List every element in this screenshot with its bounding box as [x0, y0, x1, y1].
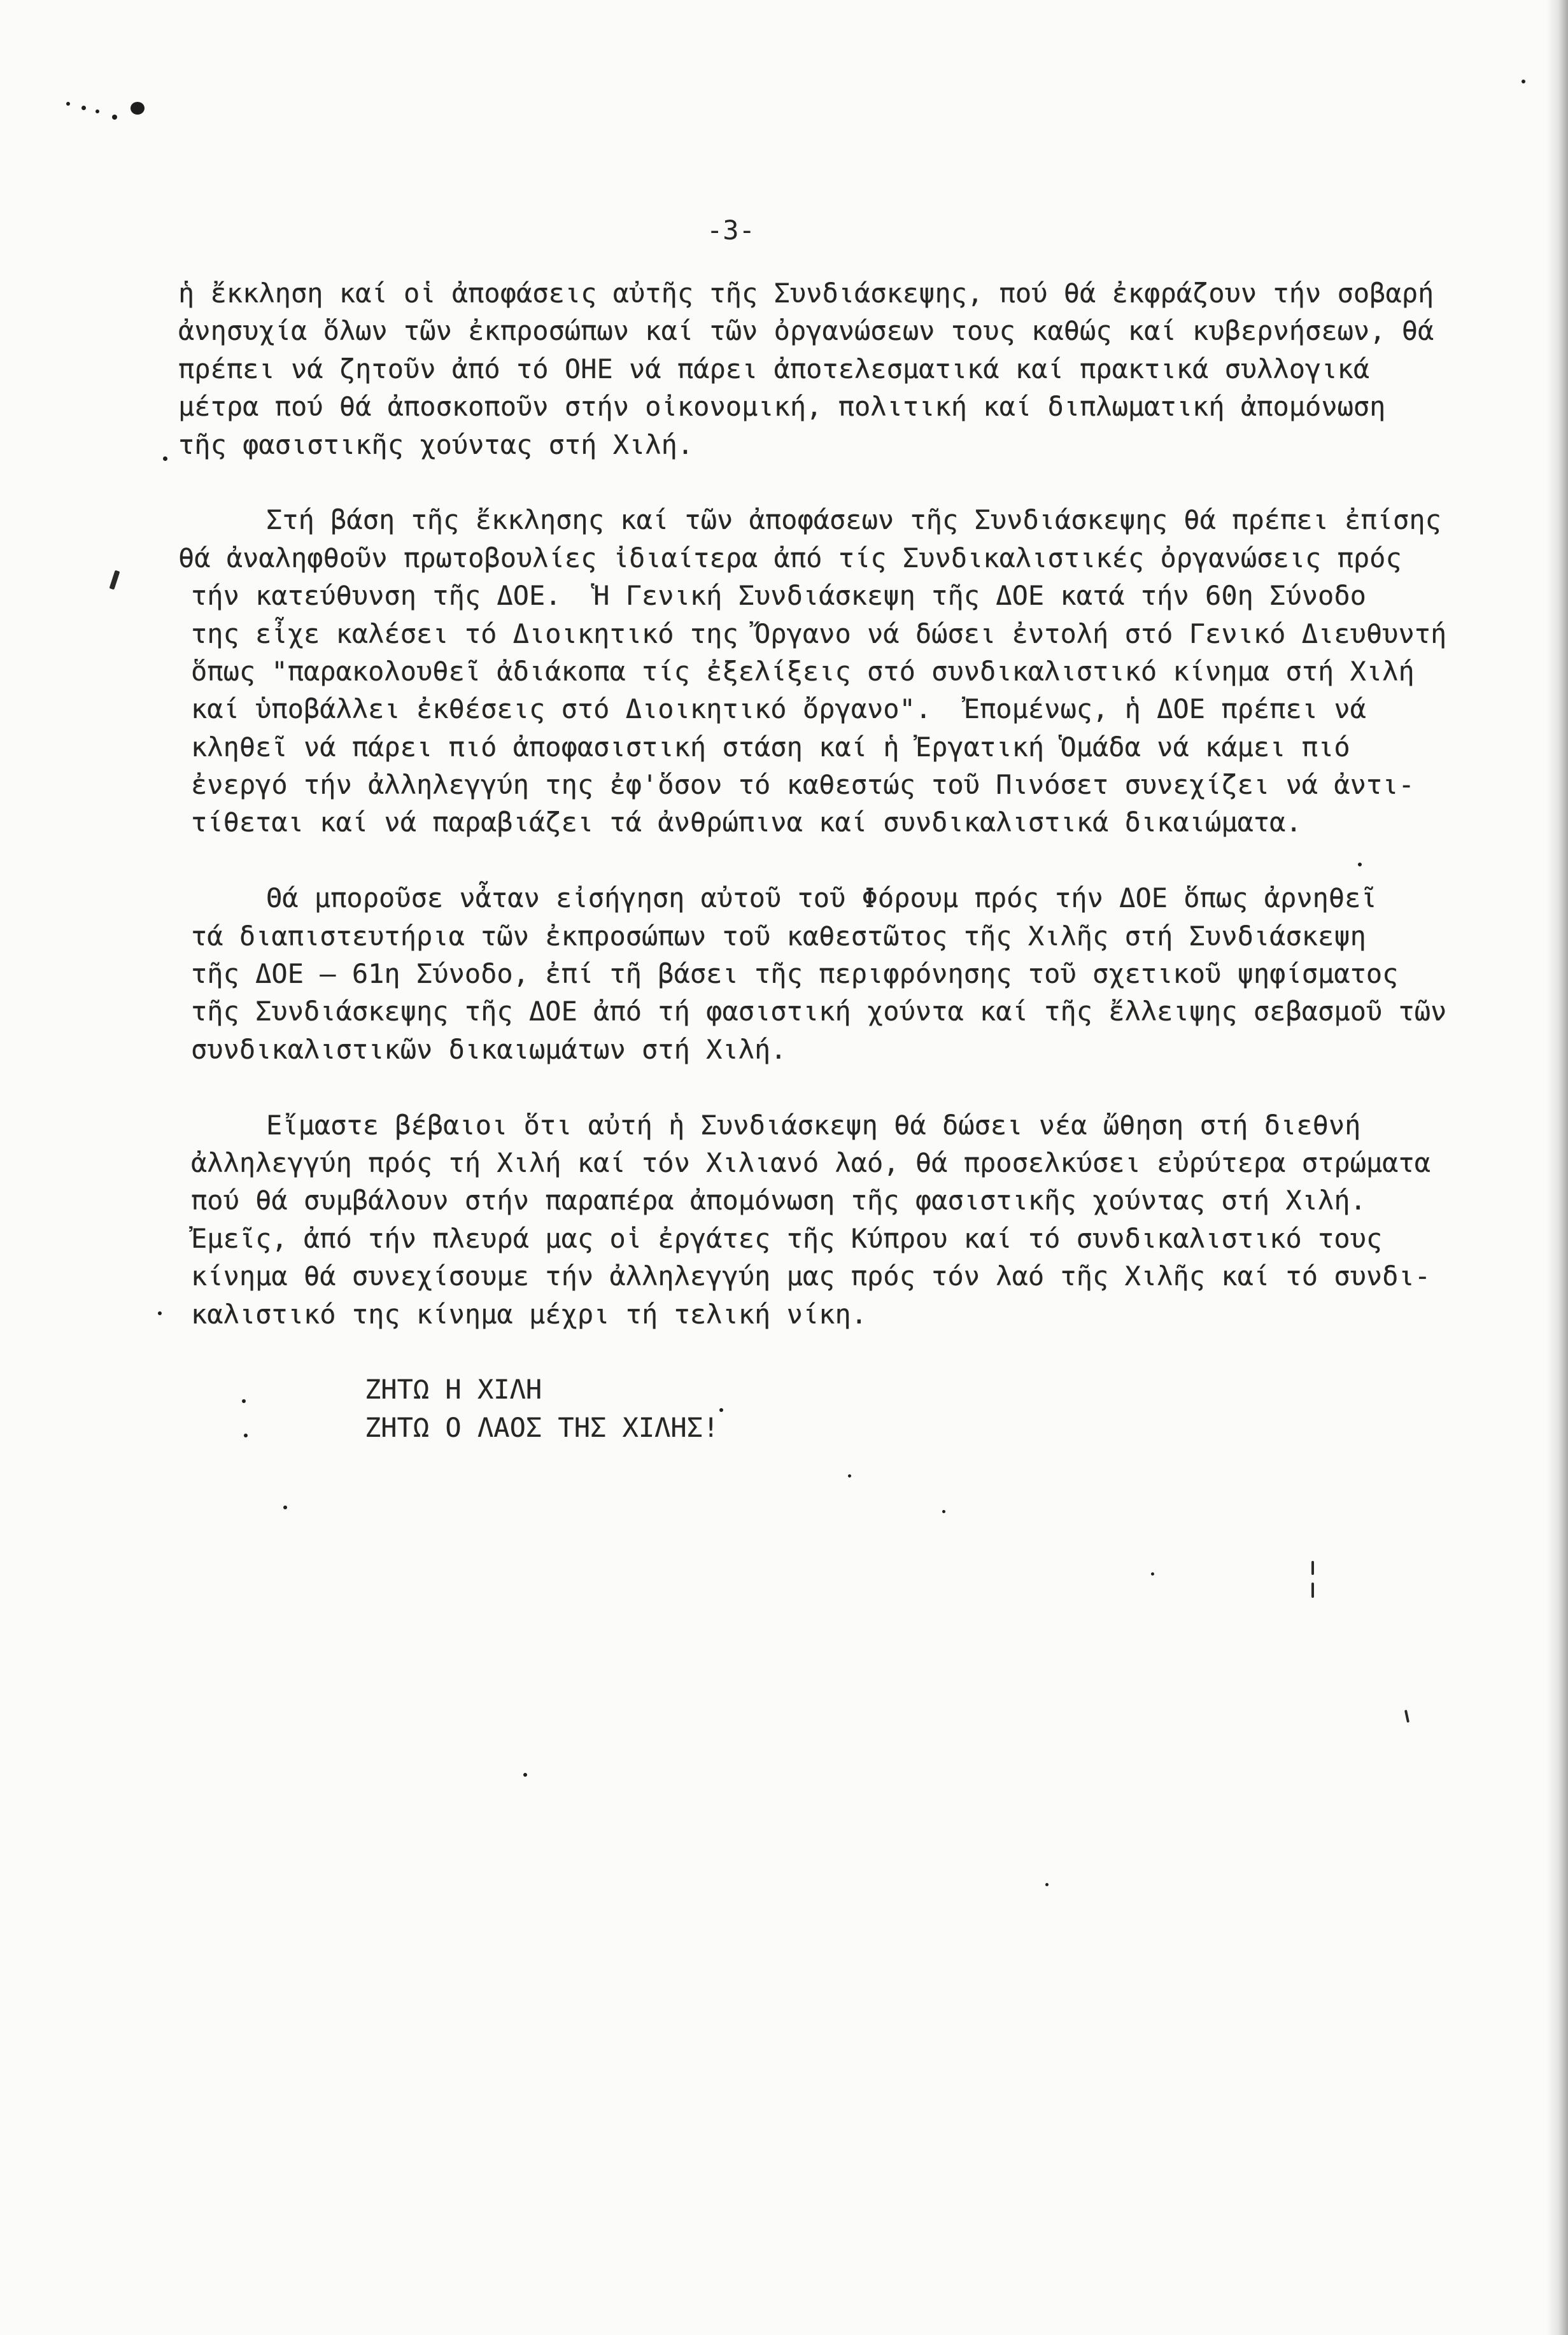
scan-speck — [66, 102, 70, 106]
text-line: ὅπως "παρακολουθεῖ ἀδιάκοπα τίς ἐξελίξεις στό συνδικαλιστικό κίνημα στή Χιλή — [191, 655, 1415, 687]
document-body — [0, 274, 1568, 1446]
text-line: ἀνησυχία ὅλων τῶν ἐκπροσώπων καί τῶν ὀργανώσεων τους καθώς καί κυβερνήσεων, θά — [178, 315, 1434, 347]
text-line: κίνημα θά συνεχίσουμε τήν ἀλληλεγγύη μας πρός τόν λαό τῆς Χιλῆς καί τό συνδι- — [191, 1260, 1431, 1292]
text-line: κληθεῖ νά πάρει πιό ἀποφασιστική στάση καί ἡ Ἐργατική Ὁμάδα νά κάμει πιό — [191, 731, 1350, 763]
text-line: ἡ ἔκκληση καί οἱ ἀποφάσεις αὐτῆς τῆς Συνδιάσκεψης, πού θά ἐκφράζουν τήν σοβαρή — [178, 278, 1434, 309]
paragraph-3 — [0, 879, 1568, 1068]
text-line: ἐνεργό τήν ἀλληλεγγύη της ἐφ'ὅσον τό καθεστώς τοῦ Πινόσετ συνεχίζει νά ἀντι- — [191, 769, 1415, 801]
scan-speck — [848, 1474, 851, 1478]
text-line: τῆς Συνδιάσκεψης τῆς ΔΟΕ ἀπό τή φασιστική χούντα καί τῆς ἔλλειψης σεβασμοῦ τῶν — [191, 996, 1447, 1027]
paragraph-gap — [0, 842, 1568, 879]
paragraph-2 — [0, 501, 1568, 842]
text-line: τῆς ΔΟΕ – 61η Σύνοδο, ἐπί τῆ βάσει τῆς περιφρόνησης τοῦ σχετικοῦ ψηφίσματος — [191, 958, 1399, 990]
text-line: της εἶχε καλέσει τό Διοικητικό της Ὄργανο νά δώσει ἐντολή στό Γενικό Διευθυντή — [191, 617, 1447, 649]
paragraph-4 — [0, 1106, 1568, 1333]
text-line: τήν κατεύθυνση τῆς ΔΟΕ. Ἡ Γενική Συνδιάσκεψη τῆς ΔΟΕ κατά τήν 60η Σύνοδο — [191, 580, 1366, 612]
text-line: Ἐμεῖς, ἀπό τήν πλευρά μας οἱ ἐργάτες τῆς Κύπρου καί τό συνδικαλιστικό τους — [191, 1222, 1383, 1254]
scan-speck — [523, 1773, 527, 1777]
text-line: πού θά συμβάλουν στήν παραπέρα ἀπομόνωση τῆς φασιστικῆς χούντας στή Χιλή. — [191, 1185, 1366, 1217]
text-line: καλιστικό της κίνημα μέχρι τή τελική νίκη. — [191, 1298, 868, 1330]
ink-blot — [131, 102, 145, 115]
slogan-line: ΖΗΤΩ Η ΧΙΛΗ — [365, 1374, 542, 1406]
text-line: τίθεται καί νά παραβιάζει τά ἀνθρώπινα καί συνδικαλιστικά δικαιώματα. — [191, 807, 1302, 838]
pen-mark — [1404, 1710, 1409, 1723]
scan-speck — [81, 106, 86, 110]
text-line: Στή βάση τῆς ἔκκλησης καί τῶν ἀποφάσεων τῆς Συνδιάσκεψης θά πρέπει ἐπίσης — [266, 504, 1441, 536]
text-line: ἀλληλεγγύη πρός τή Χιλή καί τόν Χιλιανό λαό, θά προσελκύσει εὐρύτερα στρώματα — [191, 1146, 1431, 1178]
pen-mark — [1311, 1583, 1314, 1598]
paragraph-gap — [0, 1068, 1568, 1106]
text-line: πρέπει νά ζητοῦν ἀπό τό ΟΗΕ νά πάρει ἀποτελεσματικά καί πρακτικά συλλογικά — [178, 353, 1370, 384]
text-line: θά ἀναληφθοῦν πρωτοβουλίες ἰδιαίτερα ἀπό τίς Συνδικαλιστικές ὀργανώσεις πρός — [178, 542, 1402, 574]
pen-mark — [1311, 1561, 1314, 1575]
text-line: συνδικαλιστικῶν δικαιωμάτων στή Χιλή. — [191, 1033, 787, 1065]
text-line: τά διαπιστευτήρια τῶν ἐκπροσώπων τοῦ καθεστῶτος τῆς Χιλῆς στή Συνδιάσκεψη — [191, 920, 1366, 952]
text-line: Θά μποροῦσε νἆταν εἰσήγηση αὐτοῦ τοῦ Φόρουμ πρός τήν ΔΟΕ ὅπως ἀρνηθεῖ — [266, 882, 1377, 914]
text-line: μέτρα πού θά ἀποσκοποῦν στήν οἰκονομική, πολιτική καί διπλωματική ἀπομόνωση — [178, 391, 1386, 423]
slogan-line: ΖΗΤΩ Ο ΛΑΟΣ ΤΗΣ ΧΙΛΗΣ! — [365, 1411, 719, 1443]
page-number: -3- — [707, 215, 755, 246]
text-line: τῆς φασιστικῆς χούντας στή Χιλή. — [178, 428, 694, 460]
paragraph-1 — [0, 274, 1568, 463]
closing-slogans — [0, 1371, 1568, 1446]
paragraph-gap — [0, 463, 1568, 501]
scan-speck — [942, 1510, 945, 1513]
scan-speck — [283, 1506, 287, 1509]
text-line: Εἴμαστε βέβαιοι ὅτι αὐτή ἡ Συνδιάσκεψη θά δώσει νέα ὤθηση στή διεθνή — [266, 1109, 1361, 1141]
paragraph-gap — [0, 1333, 1568, 1371]
scan-speck — [112, 115, 117, 120]
scan-speck — [1151, 1572, 1154, 1576]
scan-speck — [95, 109, 99, 113]
scan-speck — [1522, 80, 1525, 83]
scan-speck — [1045, 1883, 1049, 1886]
text-line: καί ὑποβάλλει ἐκθέσεις στό Διοικητικό ὄργανο". Ἐπομένως, ἡ ΔΟΕ πρέπει νά — [191, 693, 1366, 725]
